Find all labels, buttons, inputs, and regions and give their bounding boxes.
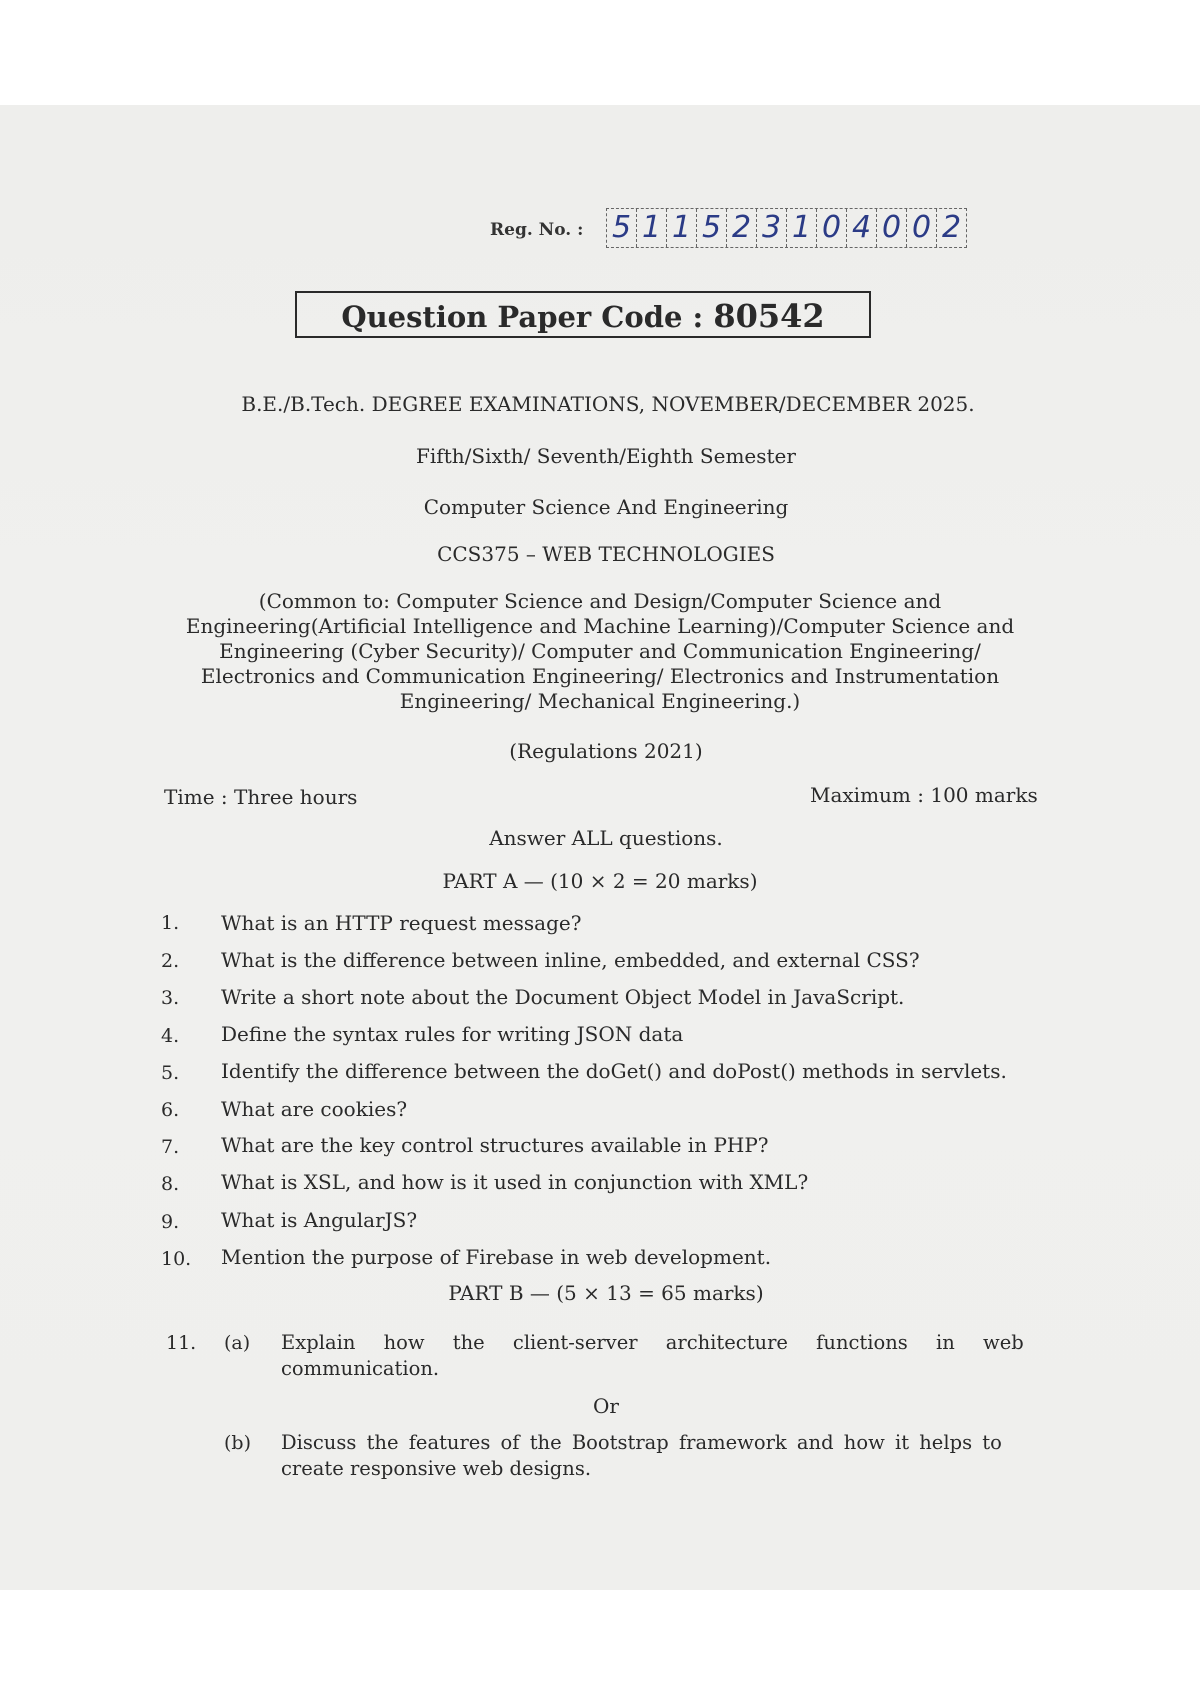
semester: Fifth/Sixth/ Seventh/Eighth Semester [416,444,796,468]
question-number: 3. [161,987,180,1009]
question-text: What is the difference between inline, embedded, and external CSS? [221,948,920,972]
reg-digit: 5 [697,209,727,247]
reg-digit: 5 [607,209,637,247]
regulations: (Regulations 2021) [509,739,703,763]
instruction: Answer ALL questions. [489,826,723,850]
reg-digit: 2 [727,209,757,247]
common-to-block [170,589,1030,714]
subject-title: CCS375 – WEB TECHNOLOGIES [437,542,775,566]
reg-digit: 3 [757,209,787,247]
common-to-line: (Common to: Computer Science and Design/Computer Science and [258,589,942,613]
question-number: 4. [161,1025,180,1047]
question-text: What is XSL, and how is it used in conjunction with XML? [221,1170,809,1194]
question-text: Identify the difference between the doGet() and doPost() methods in servlets. [221,1059,1007,1083]
question-text: What is AngularJS? [221,1208,418,1232]
part-b-heading: PART B — (5 × 13 = 65 marks) [448,1281,764,1305]
sub-question-label: (a) [224,1332,251,1354]
question-number: 5. [161,1062,180,1084]
question-number: 1. [161,912,180,934]
question-number: 6. [161,1099,180,1121]
question-text: Define the syntax rules for writing JSON data [221,1022,684,1046]
sub-question-text: create responsive web designs. [281,1457,592,1480]
code-label: Question Paper Code : [341,300,704,334]
question-text: Write a short note about the Document Object Model in JavaScript. [221,985,905,1009]
sub-question-text: communication. [281,1357,440,1380]
question-text: What are the key control structures available in PHP? [221,1133,769,1157]
question-number: 2. [161,950,180,972]
common-to-line: Electronics and Communication Engineering/ Electronics and Instrumentation [200,664,1000,688]
reg-digit: 2 [941,210,962,245]
reg-digit: 1 [667,209,697,247]
question-number: 10. [161,1248,192,1270]
common-to-line: Engineering/ Mechanical Engineering.) [399,689,801,713]
reg-no-boxes [606,208,967,248]
reg-digit: 1 [787,209,817,247]
maximum-marks: Maximum : 100 marks [810,783,1038,807]
sub-question-text: Explain how the client-server architecture functions in web [281,1331,1024,1354]
question-text: Mention the purpose of Firebase in web development. [221,1245,772,1269]
reg-digit: 0 [817,209,847,247]
exam-title: B.E./B.Tech. DEGREE EXAMINATIONS, NOVEMBER/DECEMBER 2025. [241,392,975,416]
part-a-heading: PART A — (10 × 2 = 20 marks) [442,869,758,893]
common-to-line: Engineering(Artificial Intelligence and Machine Learning)/Computer Science and [185,614,1015,638]
question-number: 9. [161,1211,180,1233]
reg-digit: 0 [907,209,937,247]
sub-question-text: Discuss the features of the Bootstrap framework and how it helps to [281,1431,1002,1454]
reg-digit: 4 [847,209,877,247]
sub-question-label: (b) [224,1432,251,1454]
reg-digit: 1 [637,209,667,247]
reg-digit: 0 [877,209,907,247]
reg-no-label: Reg. No. : [490,220,584,240]
question-number: 8. [161,1173,180,1195]
or-separator: Or [593,1394,619,1418]
code-value: 80542 [713,297,825,335]
department: Computer Science And Engineering [423,495,789,519]
common-to-line: Engineering (Cyber Security)/ Computer and Communication Engineering/ [219,639,981,663]
question-paper-code-box [295,291,871,338]
time-allowed: Time : Three hours [164,785,358,809]
question-number: 11. [166,1332,197,1354]
question-text: What is an HTTP request message? [221,911,582,935]
question-text: What are cookies? [221,1097,408,1121]
question-number: 7. [161,1136,180,1158]
